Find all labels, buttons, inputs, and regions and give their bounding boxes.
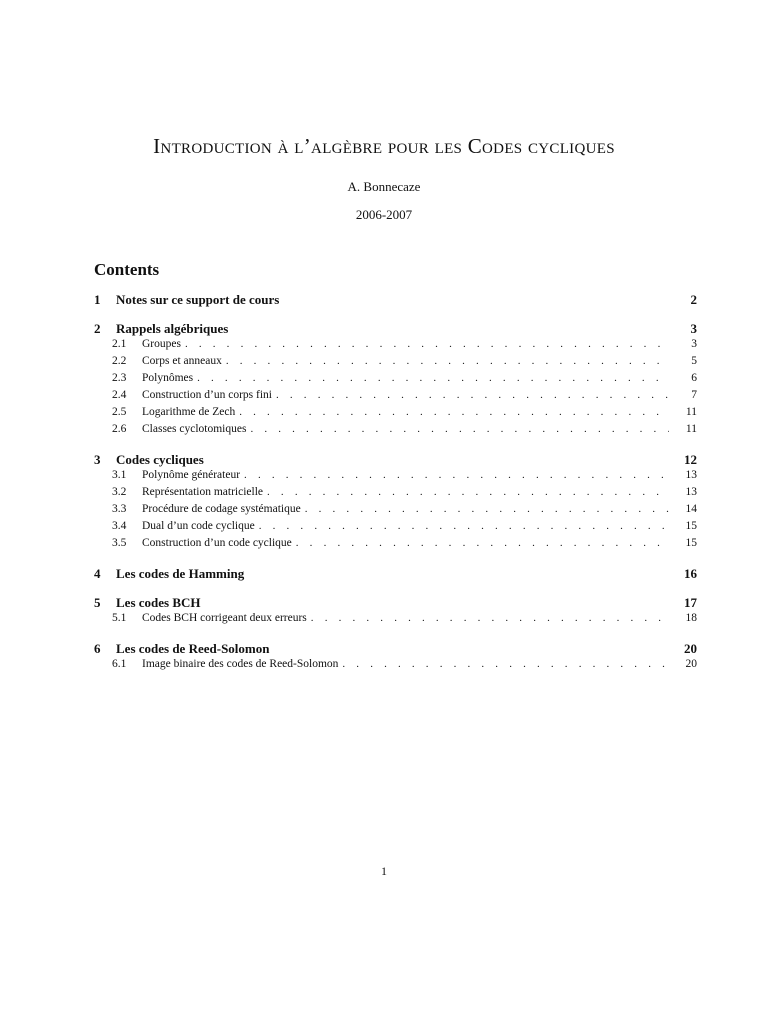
toc-section-page: 12 (684, 452, 697, 467)
toc-section (94, 452, 697, 554)
toc-subsection-page: 14 (685, 503, 697, 515)
toc-subsection-entry[interactable] (94, 406, 697, 423)
toc-section-page: 2 (690, 292, 697, 307)
toc-subsection-entry[interactable] (94, 486, 697, 503)
toc-subsection-page: 18 (685, 612, 697, 624)
toc-section-number: 1 (94, 292, 101, 307)
table-of-contents (94, 292, 697, 687)
toc-subsection-entry[interactable] (94, 338, 697, 355)
toc-subsection-page: 13 (685, 486, 697, 498)
toc-section-page: 3 (690, 321, 697, 336)
toc-subsection-title: Construction d’un corps fini (142, 389, 272, 401)
toc-subsection-entry[interactable] (94, 355, 697, 372)
toc-section-number: 2 (94, 321, 101, 336)
toc-section-entry[interactable] (94, 321, 697, 338)
toc-subsection-entry[interactable] (94, 469, 697, 486)
dot-leader (239, 406, 669, 418)
toc-subsection-page: 13 (685, 469, 697, 481)
author: A. Bonnecaze (347, 179, 421, 194)
toc-subsection-title: Polynôme générateur (142, 469, 241, 481)
toc-subsection-number: 2.5 (112, 406, 127, 418)
toc-section (94, 292, 697, 309)
toc-section-number: 3 (94, 452, 101, 467)
toc-subsection-title: Codes BCH corrigeant deux erreurs (142, 612, 307, 624)
toc-subsection-entry[interactable] (94, 520, 697, 537)
toc-section-page: 20 (684, 641, 697, 656)
dot-leader (197, 372, 669, 384)
toc-subsection-title: Procédure de codage systématique (142, 503, 301, 515)
toc-section-number: 4 (94, 566, 101, 581)
dot-leader (311, 612, 669, 624)
toc-subsection-page: 3 (691, 338, 697, 350)
toc-subsection-page: 15 (685, 520, 697, 532)
toc-subsection-entry[interactable] (94, 537, 697, 554)
toc-subsection-title: Dual d’un code cyclique (142, 520, 255, 532)
toc-subsection-page: 11 (685, 406, 697, 418)
toc-section (94, 641, 697, 675)
toc-subsection-entry[interactable] (94, 372, 697, 389)
toc-section-title: Codes cycliques (116, 452, 204, 467)
toc-subsection-title: Corps et anneaux (142, 355, 222, 367)
document-title (0, 134, 768, 159)
toc-subsection-title: Polynômes (142, 372, 194, 384)
toc-section-title: Rappels algébriques (116, 321, 229, 336)
toc-subsection-page: 15 (685, 537, 697, 549)
contents-heading: Contents (94, 260, 160, 279)
toc-section (94, 595, 697, 629)
dot-leader (305, 503, 669, 515)
toc-subsection-number: 2.1 (112, 338, 127, 350)
toc-subsection-entry[interactable] (94, 503, 697, 520)
dot-leader (259, 520, 669, 532)
dot-leader (226, 355, 669, 367)
toc-subsection-entry[interactable] (94, 612, 697, 629)
dot-leader (185, 338, 669, 350)
dot-leader (244, 469, 669, 481)
toc-subsection-title: Représentation matricielle (142, 486, 264, 498)
toc-subsection-number: 3.4 (112, 520, 127, 532)
toc-section-entry[interactable] (94, 566, 697, 583)
toc-subsection-entry[interactable] (94, 658, 697, 675)
toc-section-entry[interactable] (94, 595, 697, 612)
toc-section-title: Les codes de Reed-Solomon (116, 641, 270, 656)
toc-subsection-page: 5 (691, 355, 697, 367)
toc-subsection-title: Image binaire des codes de Reed-Solomon (142, 658, 339, 670)
toc-subsection-number: 5.1 (112, 612, 127, 624)
toc-section-number: 5 (94, 595, 101, 610)
toc-subsection-number: 3.3 (112, 503, 127, 515)
toc-section-title: Notes sur ce support de cours (116, 292, 280, 307)
toc-subsection-page: 7 (691, 389, 697, 401)
toc-subsection-page: 20 (685, 658, 697, 670)
title-part-3: l’algèbre pour les Codes cycliques (288, 134, 615, 158)
toc-subsection-title: Classes cyclotomiques (142, 423, 247, 435)
toc-section (94, 321, 697, 440)
date: 2006-2007 (355, 207, 413, 222)
toc-subsection-number: 3.1 (112, 469, 127, 481)
toc-subsection-page: 11 (685, 423, 697, 435)
toc-subsection-entry[interactable] (94, 423, 697, 440)
title-part-1: Introduction (153, 134, 278, 158)
toc-subsection-number: 2.4 (112, 389, 127, 401)
toc-subsection-title: Groupes (142, 338, 181, 350)
toc-section-number: 6 (94, 641, 101, 656)
title-part-2: à (277, 134, 289, 158)
toc-subsection-title: Construction d’un code cyclique (142, 537, 292, 549)
toc-section-page: 16 (684, 566, 697, 581)
toc-subsection-entry[interactable] (94, 389, 697, 406)
toc-subsection-number: 3.2 (112, 486, 127, 498)
toc-subsection-number: 3.5 (112, 537, 127, 549)
toc-subsection-number: 2.3 (112, 372, 127, 384)
dot-leader (342, 658, 669, 670)
toc-section-title: Les codes de Hamming (116, 566, 245, 581)
dot-leader (267, 486, 669, 498)
dot-leader (296, 537, 669, 549)
toc-section-entry[interactable] (94, 641, 697, 658)
toc-subsection-number: 2.6 (112, 423, 127, 435)
dot-leader (276, 389, 669, 401)
dot-leader (250, 423, 669, 435)
toc-subsection-number: 6.1 (112, 658, 127, 670)
toc-subsection-page: 6 (691, 372, 697, 384)
toc-subsection-number: 2.2 (112, 355, 127, 367)
toc-subsection-title: Logarithme de Zech (142, 406, 236, 418)
toc-section (94, 566, 697, 583)
toc-section-entry[interactable] (94, 292, 697, 309)
toc-section-title: Les codes BCH (116, 595, 201, 610)
toc-section-page: 17 (684, 595, 697, 610)
page-number: 1 (381, 864, 387, 878)
toc-section-entry[interactable] (94, 452, 697, 469)
